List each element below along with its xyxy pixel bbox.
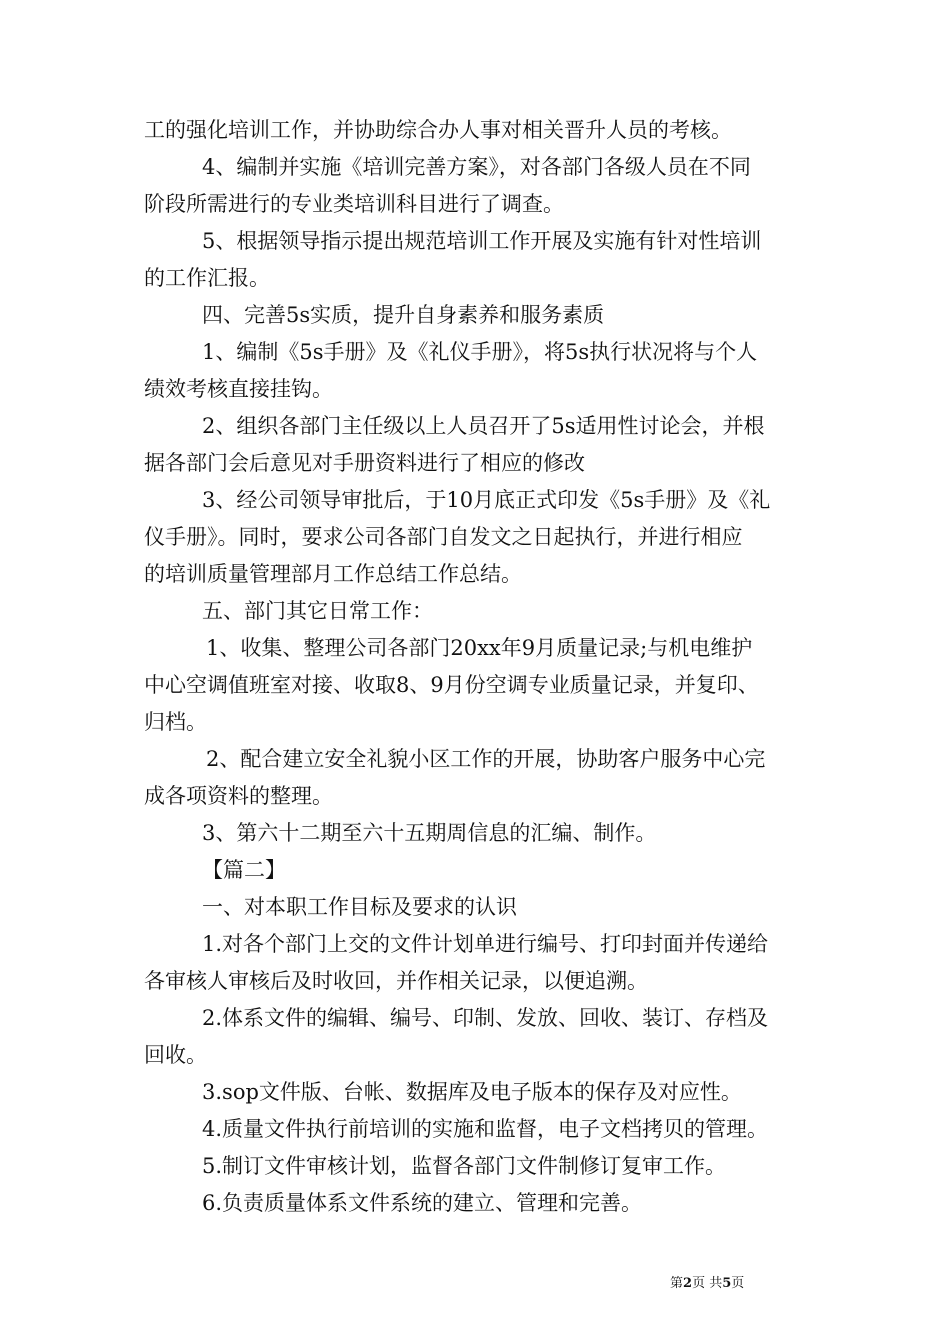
- text-line: 1、编制《5s手册》及《礼仪手册》，将5s执行状况将与个人: [202, 340, 758, 364]
- text-line: 5.制订文件审核计划，监督各部门文件制修订复审工作。: [202, 1154, 727, 1178]
- paragraph: [144, 1185, 814, 1222]
- paragraph: [144, 1111, 814, 1148]
- paragraph: [144, 482, 814, 593]
- text-line: 的培训质量管理部月工作总结工作总结。: [144, 562, 522, 586]
- paragraph: [144, 1000, 814, 1074]
- paragraph: [144, 223, 814, 297]
- paragraph: [144, 926, 814, 1000]
- footer-prefix: 第: [670, 1276, 684, 1291]
- section-heading: [144, 297, 814, 334]
- text-line: 3.sop文件版、台帐、数据库及电子版本的保存及对应性。: [202, 1080, 742, 1104]
- text-line: 据各部门会后意见对手册资料进行了相应的修改: [144, 451, 585, 475]
- text-line: 归档。: [144, 710, 207, 734]
- text-line: 阶段所需进行的专业类培训科目进行了调查。: [144, 192, 564, 216]
- paragraph: [144, 408, 814, 482]
- text-line: 5、根据领导指示提出规范培训工作开展及实施有针对性培训: [202, 229, 762, 253]
- text-line: 3、经公司领导审批后，于10月底正式印发《5s手册》及《礼: [202, 488, 771, 512]
- section-heading: [144, 852, 814, 889]
- section-heading: [144, 593, 814, 630]
- text-line: 绩效考核直接挂钩。: [144, 377, 333, 401]
- total-page-number: 5: [722, 1276, 732, 1291]
- paragraph: [144, 1074, 814, 1111]
- text-line: 4、编制并实施《培训完善方案》，对各部门各级人员在不同: [202, 155, 751, 179]
- text-line: 6.负责质量体系文件系统的建立、管理和完善。: [202, 1191, 643, 1215]
- text-line: 一、对本职工作目标及要求的认识: [202, 895, 517, 919]
- text-line: 回收。: [144, 1043, 207, 1067]
- paragraph: [144, 630, 814, 741]
- text-line: 成各项资料的整理。: [144, 784, 333, 808]
- text-line: 工的强化培训工作，并协助综合办人事对相关晋升人员的考核。: [144, 118, 732, 142]
- text-line: 4.质量文件执行前培训的实施和监督，电子文档拷贝的管理。: [202, 1117, 769, 1141]
- text-line: 3、第六十二期至六十五期周信息的汇编、制作。: [202, 821, 657, 845]
- paragraph: [144, 112, 814, 149]
- paragraph: [144, 1148, 814, 1185]
- text-line: 的工作汇报。: [144, 266, 270, 290]
- text-line: 中心空调值班室对接、收取8、9月份空调专业质量记录，并复印、: [144, 673, 759, 697]
- current-page-number: 2: [683, 1276, 693, 1291]
- paragraph: [144, 741, 814, 815]
- text-line: 仪手册》。同时，要求公司各部门自发文之日起执行，并进行相应: [144, 525, 743, 549]
- text-line: 五、部门其它日常工作：: [202, 599, 433, 623]
- paragraph: [144, 149, 814, 223]
- paragraph: [144, 334, 814, 408]
- text-line: 1、收集、整理公司各部门20xx年9月质量记录;与机电维护: [206, 636, 753, 660]
- text-line: 各审核人审核后及时收回，并作相关记录，以便追溯。: [144, 969, 648, 993]
- paragraph: [144, 815, 814, 852]
- text-line: 2.体系文件的编辑、编号、印制、发放、回收、装订、存档及: [202, 1006, 769, 1030]
- footer-suffix: 页: [731, 1276, 745, 1291]
- text-line: 【篇二】: [202, 858, 286, 882]
- document-body: [144, 112, 814, 1222]
- page-footer: [670, 1276, 820, 1292]
- text-line: 四、完善5s实质，提升自身素养和服务素质: [202, 303, 605, 327]
- text-line: 1.对各个部门上交的文件计划单进行编号、打印封面并传递给: [202, 932, 769, 956]
- footer-middle: 页 共: [692, 1276, 723, 1291]
- text-line: 2、配合建立安全礼貌小区工作的开展，协助客户服务中心完: [206, 747, 766, 771]
- text-line: 2、组织各部门主任级以上人员召开了5s适用性讨论会，并根: [202, 414, 765, 438]
- section-heading: [144, 889, 814, 926]
